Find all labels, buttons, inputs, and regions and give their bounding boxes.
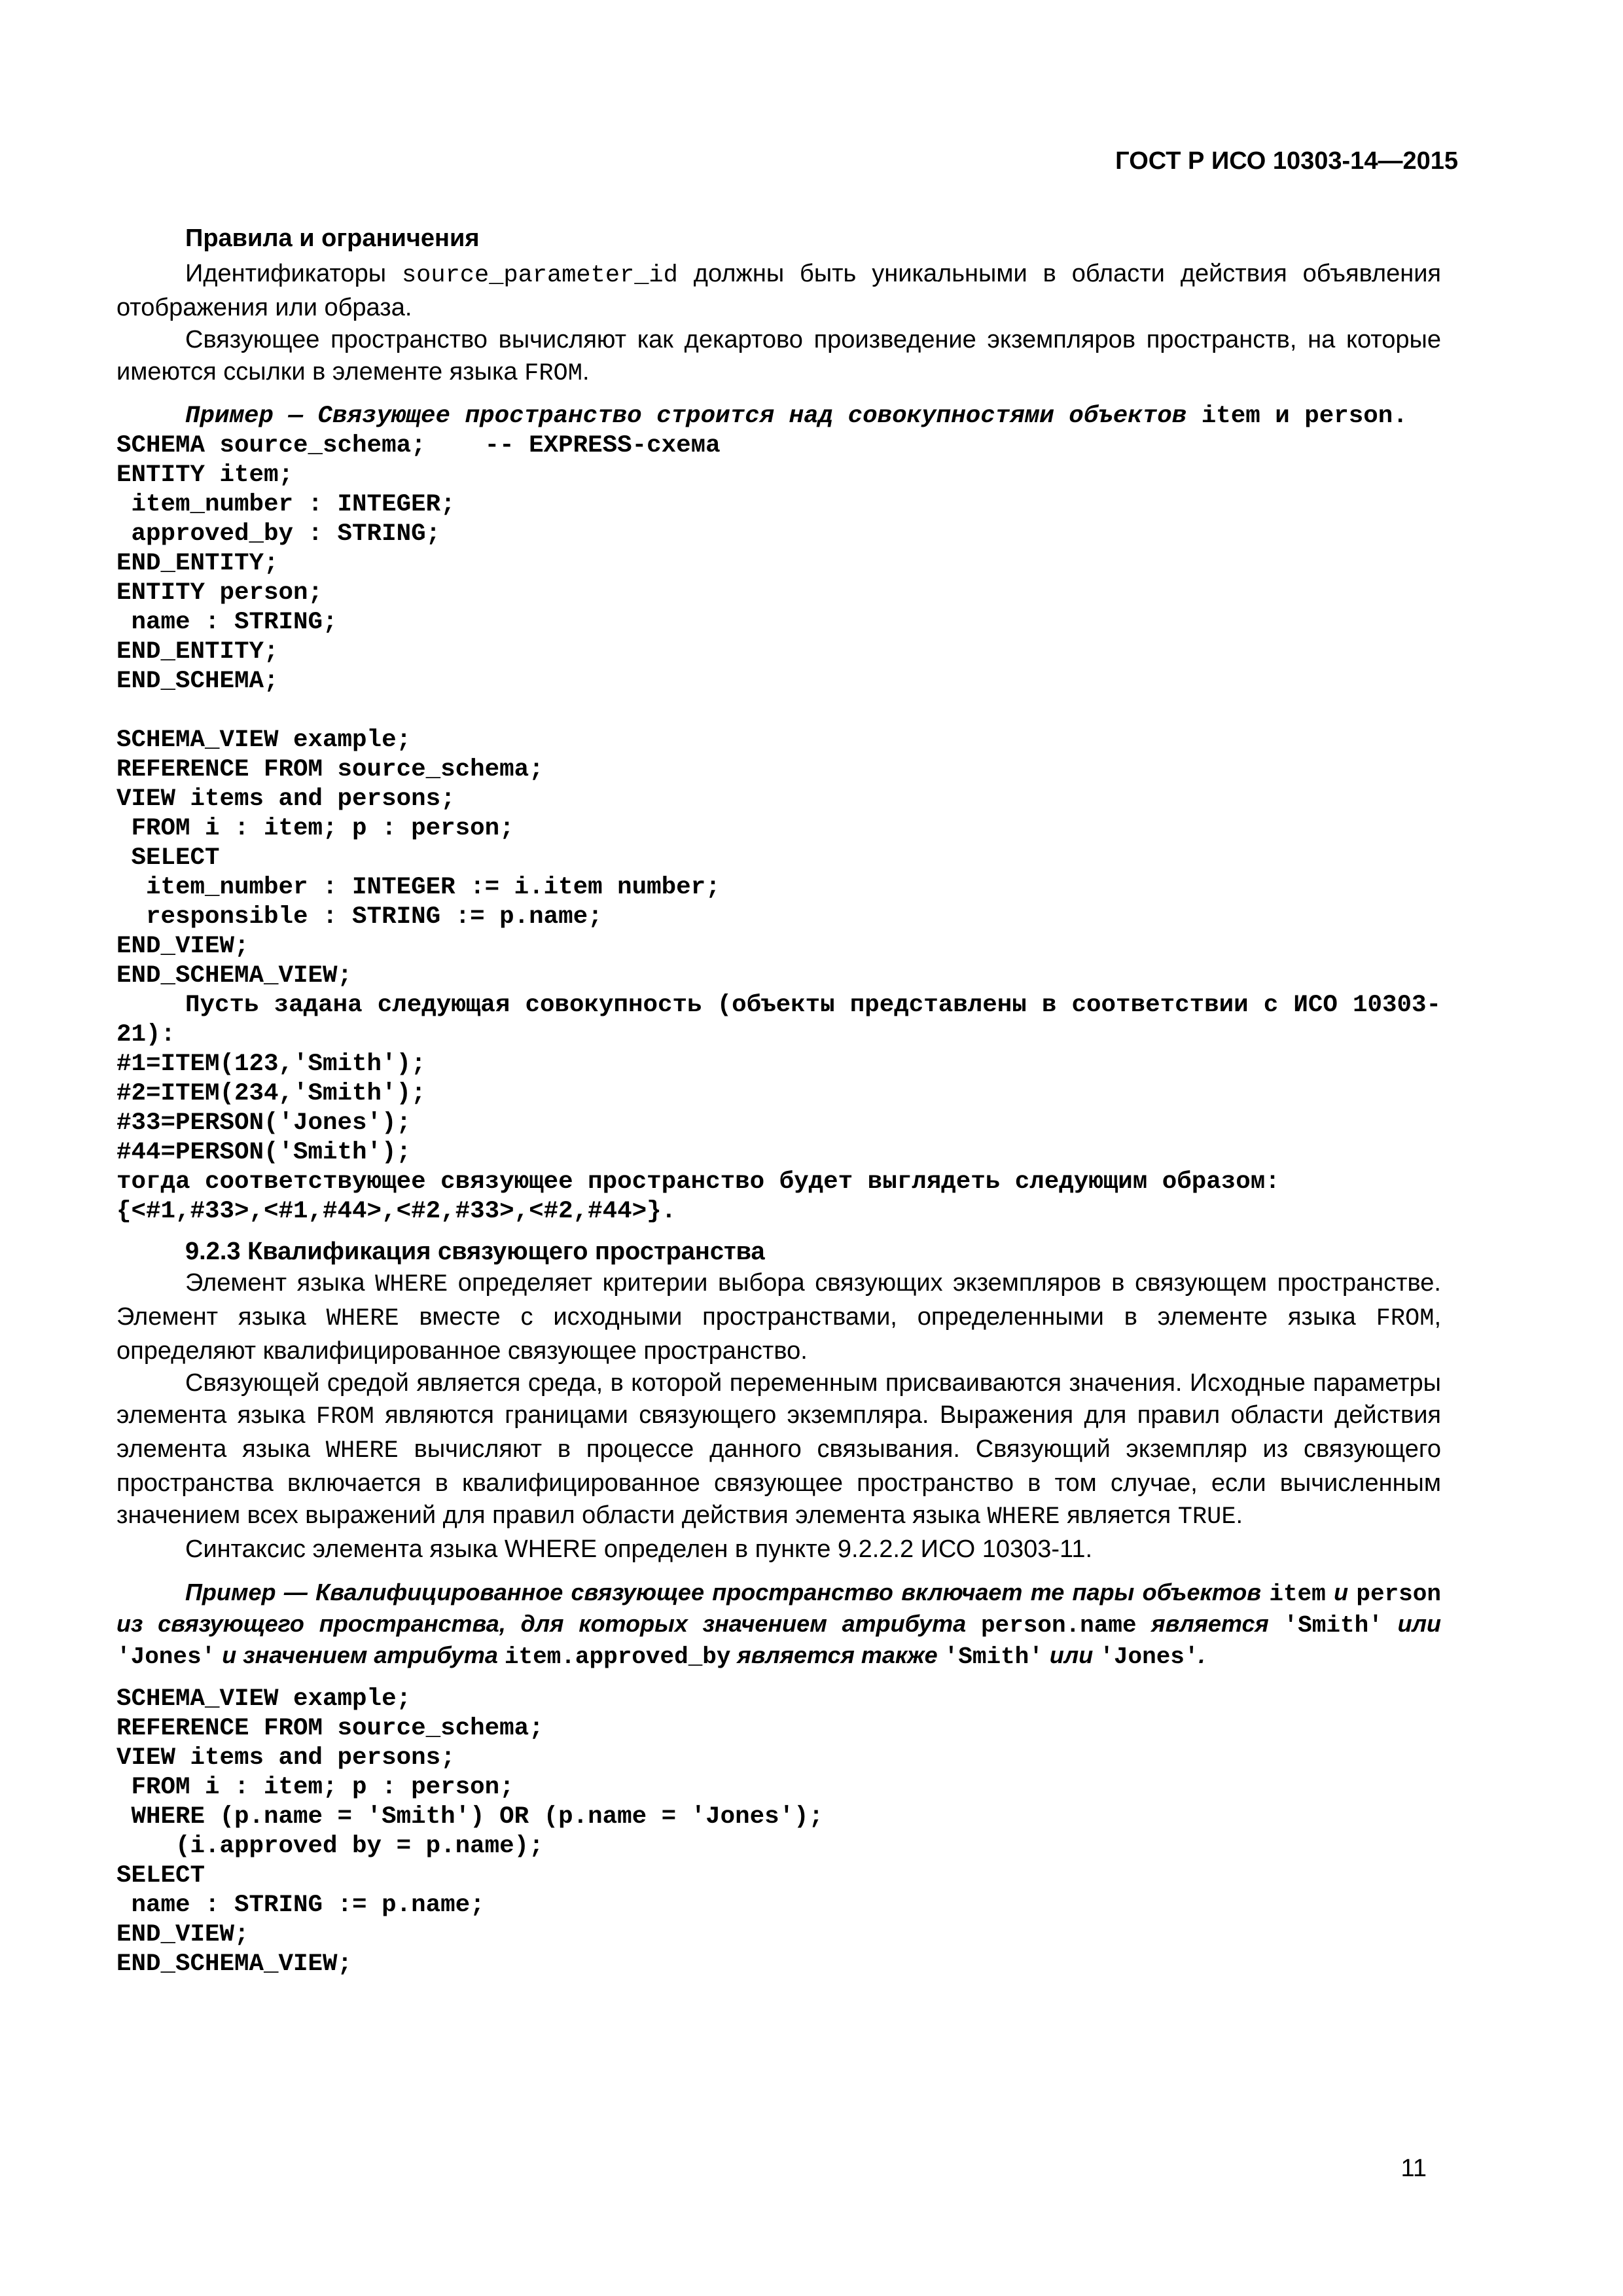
paragraph-where-syntax: Синтаксис элемента языка WHERE определен в пункте 9.2.2.2 ИСО 10303-11. xyxy=(185,1535,1093,1563)
code-block-schema: SCHEMA source_schema; -- EXPRESS-схема ENTITY item; item_number : INTEGER; approved_by : STRING; END_ENTITY; ENTITY person; name : STRING; END_ENTITY; END_SCHEMA; xyxy=(116,432,721,695)
example-1-result: тогда соответствующее связующее пространство будет выглядеть следующим образом: xyxy=(116,1168,1280,1196)
inline-code: source_parameter_id xyxy=(401,262,678,289)
standard-designation: ГОСТ Р ИСО 10303-14—2015 xyxy=(1115,147,1458,175)
example-1-population: Пусть задана следующая совокупность (объекты представлены в соответствии с ИСО 10303-21): xyxy=(116,992,1441,1049)
paragraph-identifiers: Идентификаторы source_parameter_id должны быть уникальными в области действия объявления отображения или образа. xyxy=(116,260,1441,321)
page-content xyxy=(116,223,1441,1979)
code-block-instances: #1=ITEM(123,'Smith'); #2=ITEM(234,'Smith'); #33=PERSON('Jones'); #44=PERSON('Smith'); xyxy=(116,1050,426,1166)
paragraph-where-element: Элемент языка WHERE определяет критерии выбора связующих экземпляров в связующем пространстве. Элемент языка WHERE вместе с исходными пространствами, определенными в элементе языка FROM, определяют квалифицированное связующее пространство. xyxy=(116,1269,1441,1365)
code-block-schema-view: SCHEMA_VIEW example; REFERENCE FROM source_schema; VIEW items and persons; FROM i : item; p : person; SELECT item_number : INTEGER := i.item number; responsible : STRING := p.name; END_VIEW; END_SCHEMA_VIEW; xyxy=(116,726,721,990)
section-heading-rules: Правила и ограничения xyxy=(185,224,480,252)
paragraph-binding-environment: Связующей средой является среда, в которой переменным присваиваются значения. Исходные параметры элемента языка FROM являются границами связующего экземпляра. Выражения для правил области действия элемента языка WHERE вычисляют в процессе данного связывания. Связующий экземпляр из связующего пространства включается в квалифицированное связующее пространство в том случае, если вычисленным значением всех выражений для правил области действия элемента языка WHERE является TRUE. xyxy=(116,1369,1441,1531)
example-1-intro: Пример — Связующее пространство строится над совокупностями объектов item и person. xyxy=(185,403,1408,430)
code-block-qualified-view: SCHEMA_VIEW example; REFERENCE FROM source_schema; VIEW items and persons; FROM i : item; p : person; WHERE (p.name = 'Smith') OR (p.name = 'Jones'); (i.approved by = p.name); SELECT name : STRING := p.name; END_VIEW; END_SCHEMA_VIEW; xyxy=(116,1685,824,1978)
page-number: 11 xyxy=(1400,2155,1427,2182)
inline-code: FROM xyxy=(524,360,582,387)
paragraph-binding-space: Связующее пространство вычисляют как декартово произведение экземпляров пространств, на которые имеются ссылки в элементе языка FROM. xyxy=(116,326,1441,387)
example-2-intro: Пример — Квалифицированное связующее пространство включает те пары объектов item и person из связующего пространства, для которых значением атрибута person.name является 'Smith' или 'Jones' и значением атрибута item.approved_by является также 'Smith' или 'Jones'. xyxy=(116,1579,1441,1670)
section-heading-923: 9.2.3 Квалификация связующего пространства xyxy=(185,1238,765,1265)
example-1-result-set: {<#1,#33>,<#1,#44>,<#2,#33>,<#2,#44>}. xyxy=(116,1198,677,1225)
